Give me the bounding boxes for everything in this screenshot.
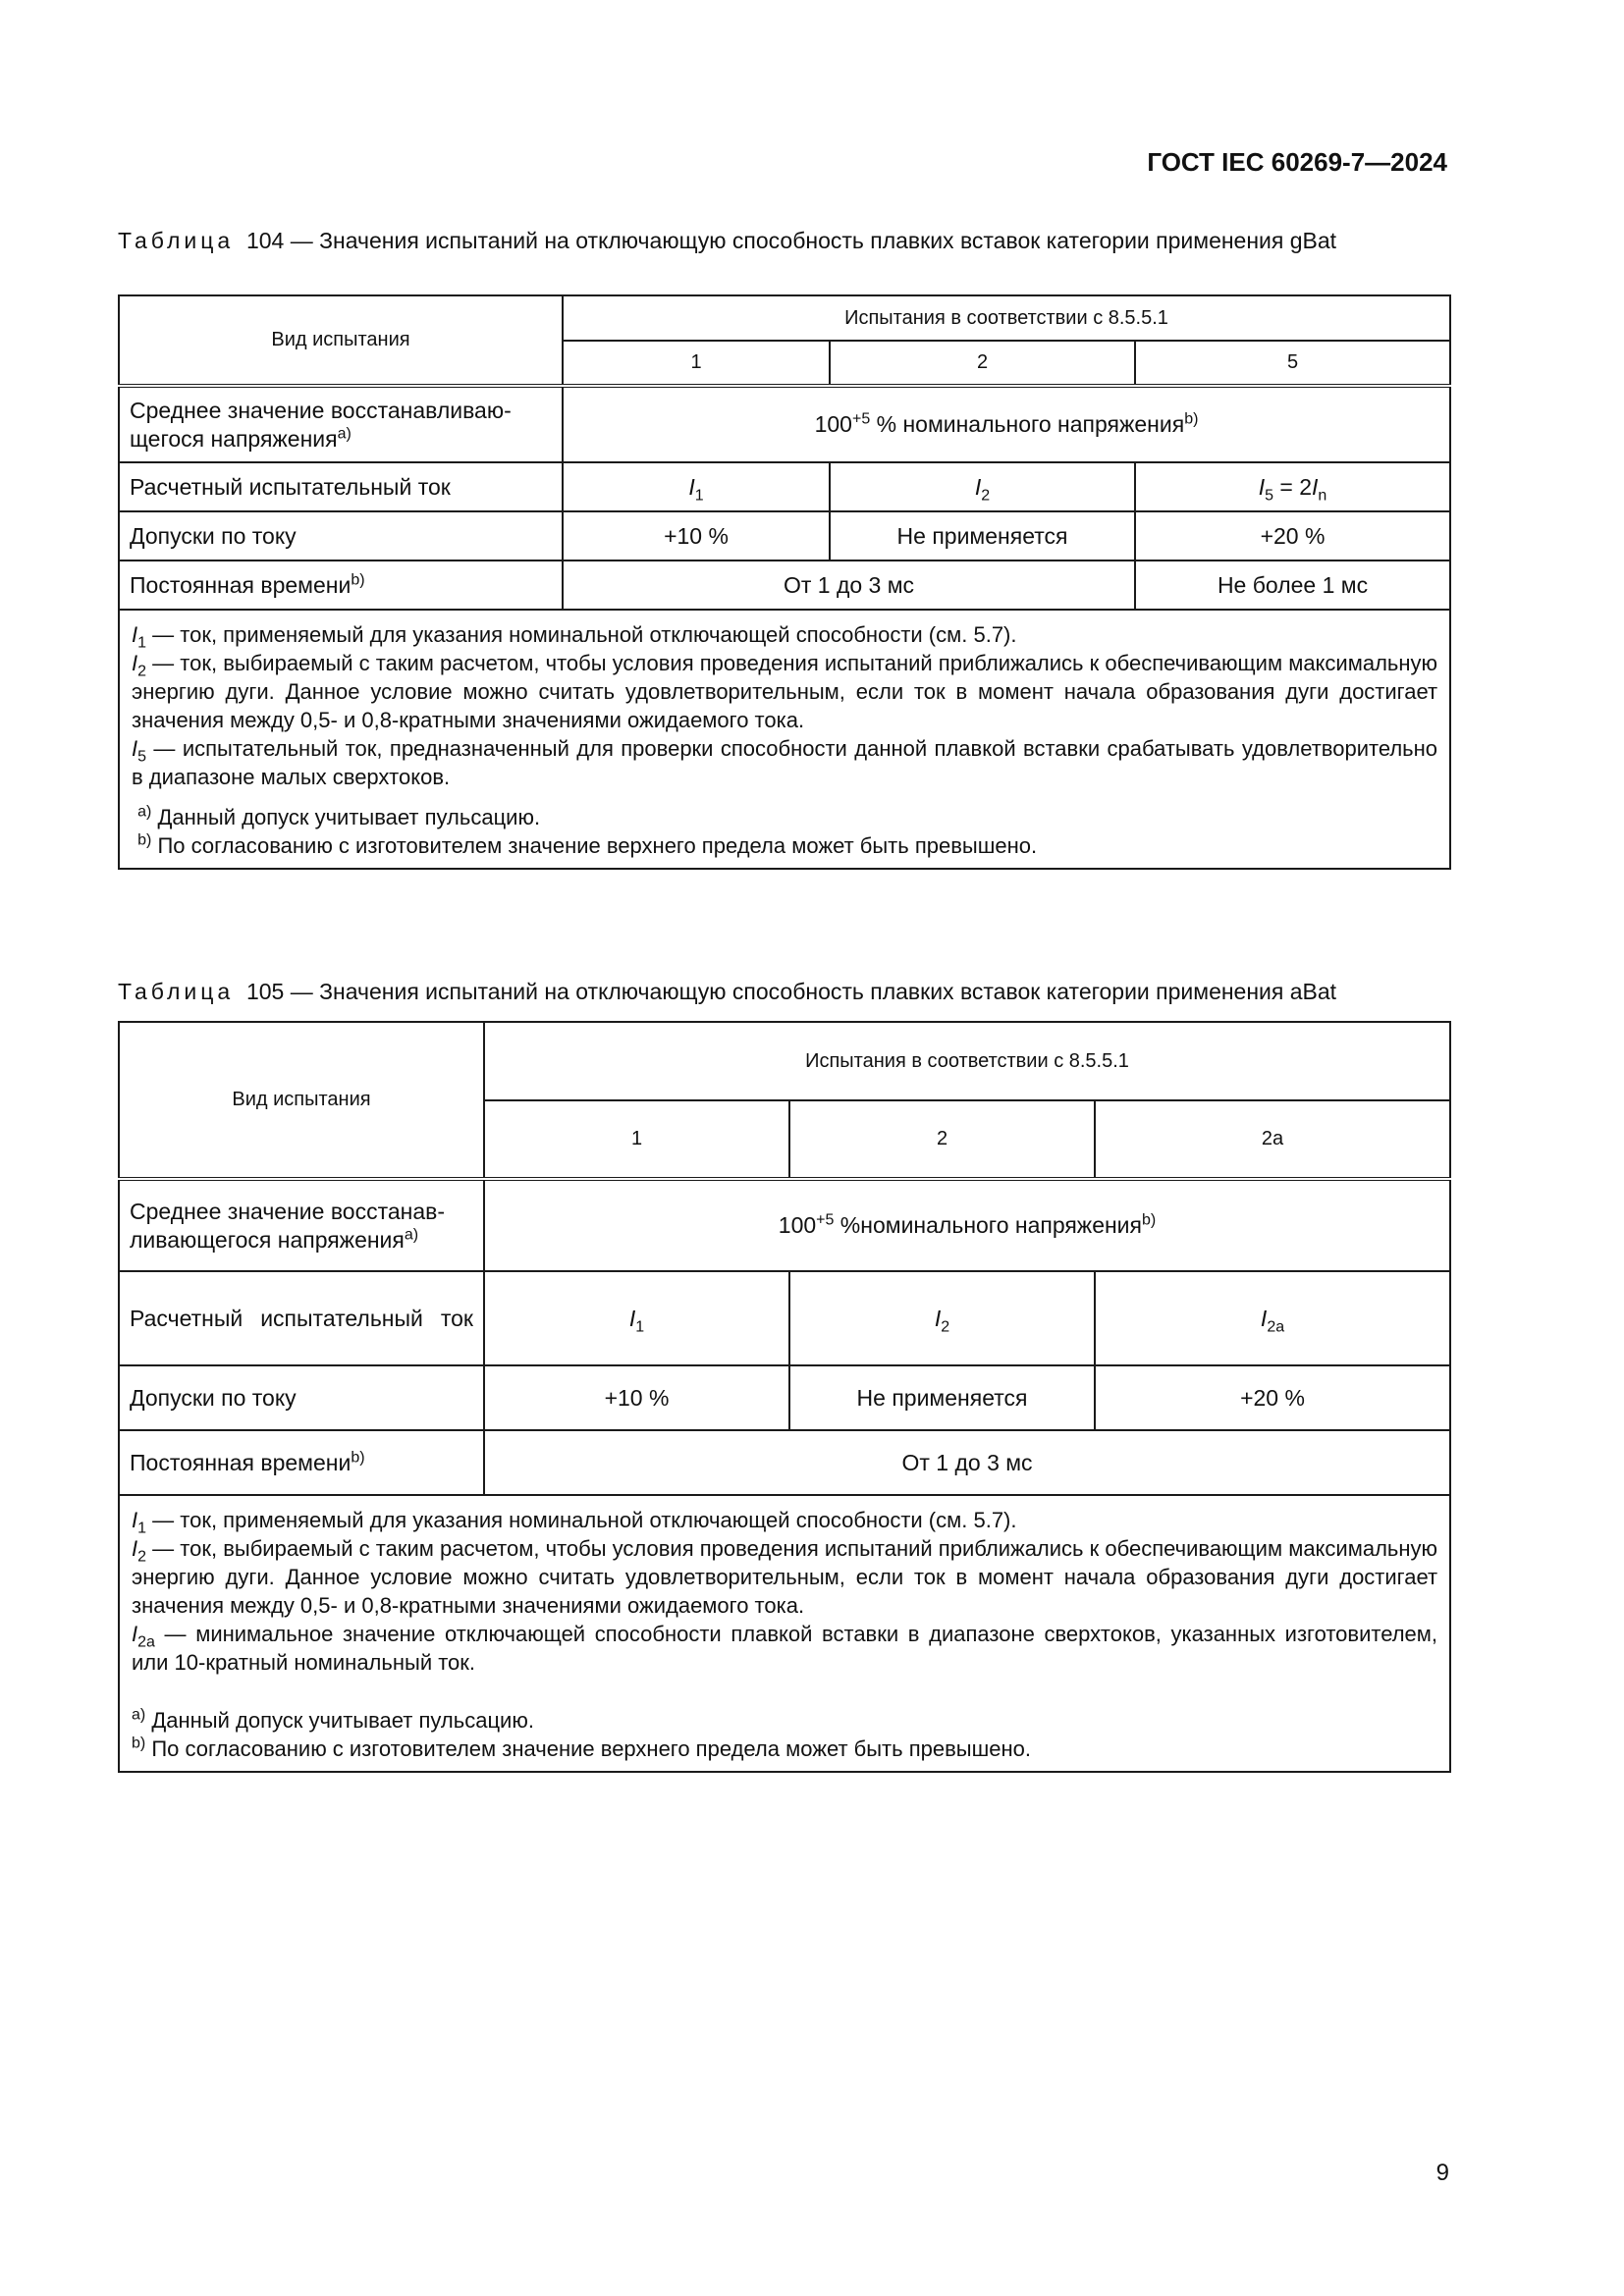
caption-word: Таблица xyxy=(118,979,235,1004)
table-105-notes xyxy=(119,1495,1450,1772)
cell-tolerance-1: +10 % xyxy=(484,1365,789,1430)
table-104 xyxy=(118,294,1451,870)
cell-time-1-2: От 1 до 3 мс xyxy=(563,561,1135,610)
row-label-current: Расчетный испытательный ток xyxy=(119,1271,484,1365)
row-label-current: Расчетный испытательный ток xyxy=(119,462,563,511)
caption-text: 105 — Значения испытаний на отключающую способность плавких вставок категории применения aBat xyxy=(245,979,1337,1004)
cell-tolerance-2: Не применяется xyxy=(789,1365,1095,1430)
col-header-test-type: Вид испытания xyxy=(119,295,563,386)
table-105 xyxy=(118,1021,1451,1773)
cell-current-1: $I_1$ xyxy=(563,462,830,511)
cell-tolerance-1: +10 % xyxy=(563,511,830,561)
cell-current-1: $I_1$ xyxy=(484,1271,789,1365)
col-header-5: 5 xyxy=(1135,341,1450,386)
row-label-voltage: Среднее значение восстанав-ливающегося напряжения$^{a)}$ xyxy=(119,1179,484,1271)
footnote-a: $^{a)}$ Данный допуск учитывает пульсацию. xyxy=(132,1706,534,1733)
footnote-b: $^{b)}$ По согласованию с изготовителем значение верхнего предела может быть превышено. xyxy=(132,1735,1031,1761)
col-header-1: 1 xyxy=(484,1100,789,1179)
note-i2a: $I_{2a}$ — минимальное значение отключающей способности плавкой вставки в диапазоне сверхтоков, указанных изготовителем, или 10-кратный номинальный ток. xyxy=(132,1622,1438,1675)
table-105-caption xyxy=(118,977,1449,1006)
footnote-b: $^{b)}$ По согласованию с изготовителем значение верхнего предела может быть превышено. xyxy=(137,831,1038,858)
caption-text: 104 — Значения испытаний на отключающую способность плавких вставок категории применения gBat xyxy=(245,228,1337,253)
row-label-time: Постоянная времени$^{b)}$ xyxy=(119,1430,484,1495)
col-header-2: 2 xyxy=(830,341,1135,386)
col-header-2: 2 xyxy=(789,1100,1095,1179)
cell-voltage-value: $100^{+5}$ % номинального напряжения$^{b)}$ xyxy=(563,386,1450,462)
col-header-group: Испытания в соответствии с 8.5.5.1 xyxy=(563,295,1450,341)
table-104-caption xyxy=(118,226,1449,255)
note-i1: $I_1$ — ток, применяемый для указания номинальной отключающей способности (см. 5.7). xyxy=(132,1508,1017,1537)
row-label-time: Постоянная времени$^{b)}$ xyxy=(119,561,563,610)
col-header-group: Испытания в соответствии с 8.5.5.1 xyxy=(484,1022,1450,1100)
document-code: ГОСТ IEC 60269-7—2024 xyxy=(1147,147,1447,177)
footnote-a: $^{a)}$ Данный допуск учитывает пульсацию. xyxy=(137,803,541,829)
row-label-tolerance: Допуски по току xyxy=(119,511,563,561)
cell-current-5: $I_5 = 2I_n$ xyxy=(1135,462,1450,511)
cell-current-2a: $I_{2a}$ xyxy=(1095,1271,1450,1365)
cell-tolerance-5: +20 % xyxy=(1135,511,1450,561)
note-i5: $I_5$ — испытательный ток, предназначенный для проверки способности данной плавкой вставки срабатывать удовлетворительно в диапазоне малых сверхтоков. xyxy=(132,736,1438,789)
cell-current-2: $I_2$ xyxy=(830,462,1135,511)
note-i1: $I_1$ — ток, применяемый для указания номинальной отключающей способности (см. 5.7). xyxy=(132,622,1017,652)
cell-voltage-value: $100^{+5}$ %номинального напряжения$^{b)}$ xyxy=(484,1179,1450,1271)
row-label-voltage: Среднее значение восстанавливаю-щегося напряжения$^{a)}$ xyxy=(119,386,563,462)
page-number: 9 xyxy=(1435,2160,1449,2186)
row-label-tolerance: Допуски по току xyxy=(119,1365,484,1430)
caption-word: Таблица xyxy=(118,228,235,253)
cell-current-2: $I_2$ xyxy=(789,1271,1095,1365)
col-header-1: 1 xyxy=(563,341,830,386)
cell-tolerance-2: Не применяется xyxy=(830,511,1135,561)
col-header-test-type: Вид испытания xyxy=(119,1022,484,1179)
table-104-notes xyxy=(119,610,1450,869)
cell-time-5: Не более 1 мс xyxy=(1135,561,1450,610)
cell-time-all: От 1 до 3 мс xyxy=(484,1430,1450,1495)
note-i2: $I_2$ — ток, выбираемый с таким расчетом, чтобы условия проведения испытаний приближались к обеспечивающим максимальную энергию дуги. Данное условие можно считать удовлетворительным, если ток в момент начала образования дуги достигает значения между 0,5- и 0,8-кратными значениями ожидаемого тока. xyxy=(132,651,1438,732)
note-i2: $I_2$ — ток, выбираемый с таким расчетом, чтобы условия проведения испытаний приближались к обеспечивающим максимальную энергию дуги. Данное условие можно считать удовлетворительным, если ток в момент начала образования дуги достигает значения между 0,5- и 0,8-кратными значениями ожидаемого тока. xyxy=(132,1536,1438,1618)
cell-tolerance-2a: +20 % xyxy=(1095,1365,1450,1430)
col-header-2a: 2a xyxy=(1095,1100,1450,1179)
